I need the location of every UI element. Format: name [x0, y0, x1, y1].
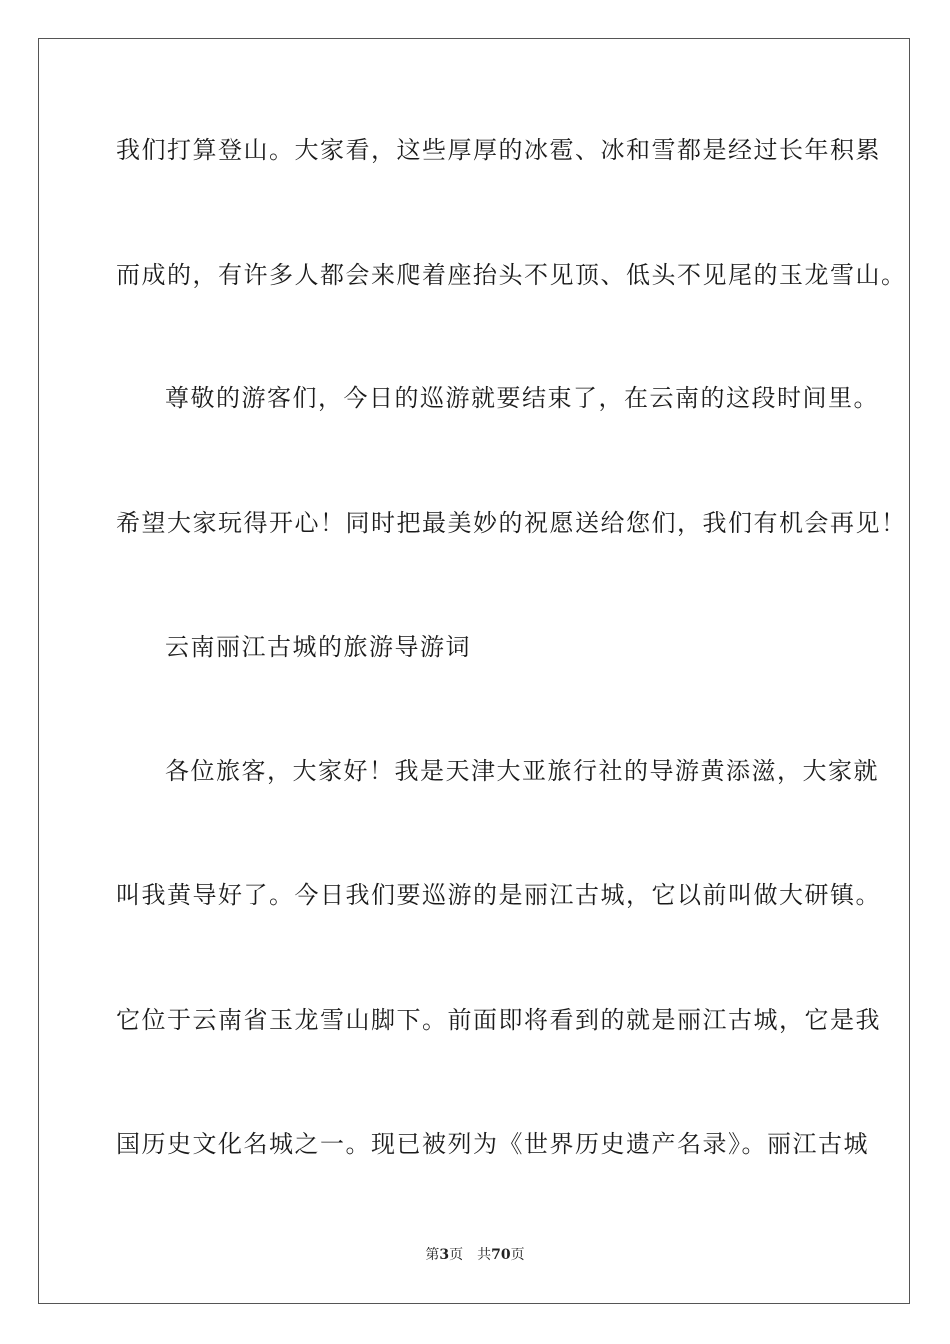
- body-text-line-1: 我们打算登山。大家看，这些厚厚的冰雹、冰和雪都是经过长年积累: [116, 136, 881, 164]
- section-heading: 云南丽江古城的旅游导游词: [165, 633, 471, 661]
- total-suffix: 页: [510, 1247, 525, 1263]
- total-prefix: 共: [477, 1247, 492, 1263]
- page-suffix: 页: [449, 1247, 464, 1263]
- page-footer: [0, 1245, 950, 1265]
- body-text-line-6: 各位旅客，大家好！我是天津大亚旅行社的导游黄添滋，大家就: [165, 757, 879, 785]
- body-text-line-7: 叫我黄导好了。今日我们要巡游的是丽江古城，它以前叫做大研镇。: [116, 881, 881, 909]
- body-text-line-2: 而成的，有许多人都会来爬着座抬头不见顶、低头不见尾的玉龙雪山。: [116, 261, 907, 289]
- page-prefix: 第: [425, 1247, 440, 1263]
- page-border: [38, 38, 910, 1304]
- total-pages: 70: [491, 1247, 511, 1263]
- page-number: 3: [439, 1247, 450, 1263]
- body-text-line-3: 尊敬的游客们，今日的巡游就要结束了，在云南的这段时间里。: [165, 384, 879, 412]
- body-text-line-8: 它位于云南省玉龙雪山脚下。前面即将看到的就是丽江古城，它是我: [116, 1006, 881, 1034]
- body-text-line-9: 国历史文化名城之一。现已被列为《世界历史遗产名录》。丽江古城: [116, 1130, 869, 1158]
- body-text-line-4: 希望大家玩得开心！同时把最美妙的祝愿送给您们，我们有机会再见！: [116, 509, 907, 537]
